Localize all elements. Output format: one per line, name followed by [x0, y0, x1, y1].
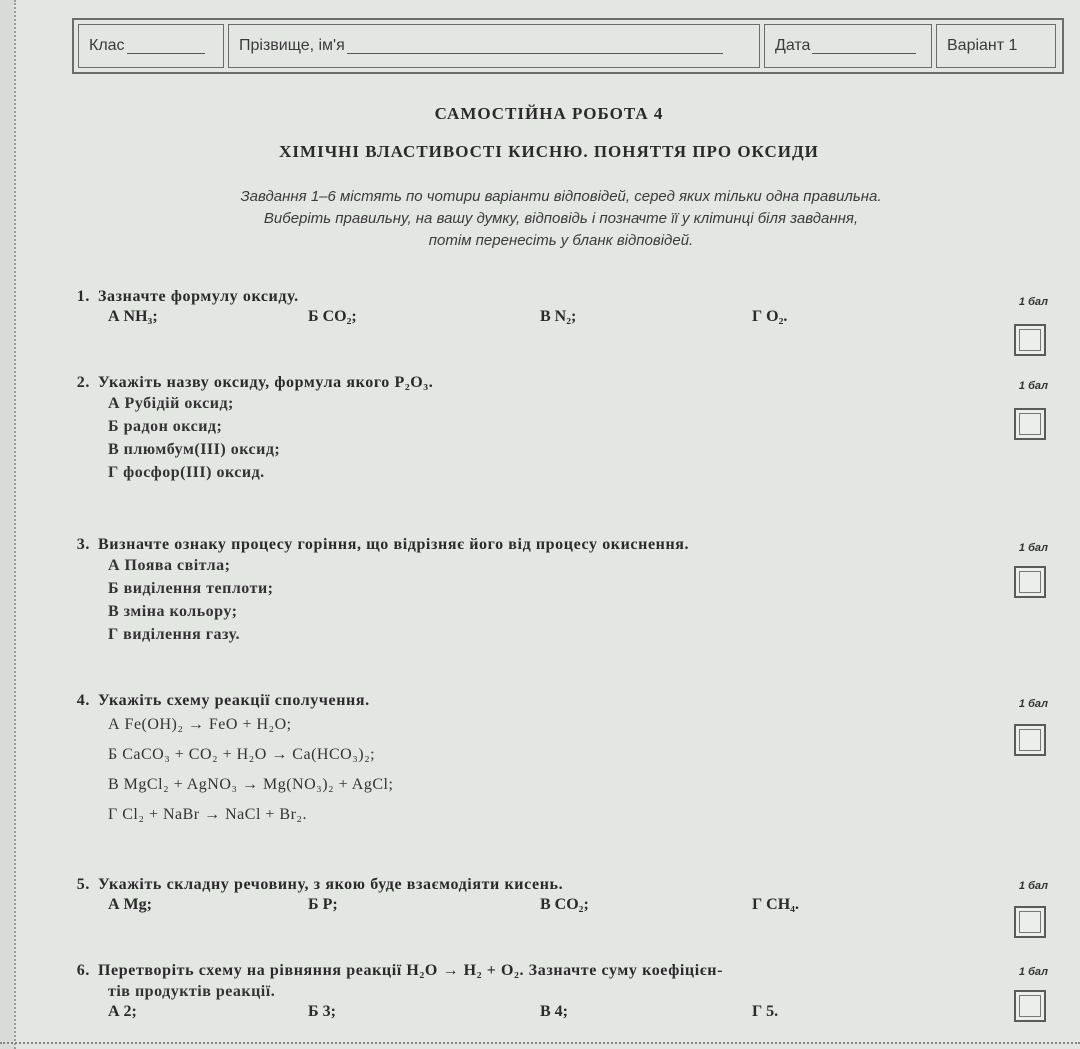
task-2-number: 2.	[76, 374, 90, 391]
task-3-question: Визначте ознаку процесу горіння, що відрізняє його від процесу окиснення.	[98, 536, 690, 553]
task-4-question: Укажіть схему реакції сполучення.	[98, 692, 370, 709]
class-blank	[127, 38, 205, 54]
task-1-score: 1 бал	[1018, 296, 1048, 308]
date-blank	[812, 38, 916, 54]
task-3	[68, 536, 1068, 656]
task-5-option-a: А Mg;	[108, 896, 152, 913]
task-2-question: Укажіть назву оксиду, формула якого P₂O₃.	[98, 374, 434, 391]
task-4-option-a: А Fe(OH)₂ → FeO + H₂O;	[108, 716, 292, 733]
work-title: САМОСТІЙНА РОБОТА 4	[434, 104, 664, 123]
task-6-option-b: Б 3;	[308, 1003, 336, 1020]
task-1	[68, 288, 1068, 358]
task-5-question: Укажіть складну речовину, з якою буде взаємодіяти кисень.	[98, 876, 564, 893]
task-3-option-b: Б виділення теплоти;	[108, 580, 274, 597]
name-field[interactable]	[228, 24, 760, 68]
task-5-answer-box[interactable]	[1014, 906, 1046, 938]
name-label: Прізвище, ім'я	[239, 37, 345, 54]
task-6	[68, 962, 1068, 1042]
header-fields	[72, 18, 1064, 74]
task-4-option-b: Б CaCO₃ + CO₂ + H₂O → Ca(HCO₃)₂;	[108, 746, 376, 763]
date-label: Дата	[775, 37, 811, 54]
task-2-score: 1 бал	[1018, 380, 1048, 392]
task-3-option-d: Г виділення газу.	[108, 626, 241, 643]
instructions-line-3: потім перенесіть у бланк відповідей.	[428, 232, 694, 249]
task-1-answer-box[interactable]	[1014, 324, 1046, 356]
task-1-option-a: А NH₃;	[108, 308, 158, 325]
task-2-answer-box[interactable]	[1014, 408, 1046, 440]
task-5-option-d: Г CH₄.	[752, 896, 799, 913]
task-3-answer-box[interactable]	[1014, 566, 1046, 598]
name-blank	[347, 38, 723, 54]
variant-field	[936, 24, 1056, 68]
variant-label: Варіант 1	[947, 37, 1018, 54]
task-4-answer-box[interactable]	[1014, 724, 1046, 756]
task-1-option-c: В N₂;	[540, 308, 577, 325]
task-1-option-b: Б CO₂;	[308, 308, 357, 325]
class-label: Клас	[89, 37, 125, 54]
class-field[interactable]	[78, 24, 224, 68]
task-1-number: 1.	[76, 288, 90, 305]
task-5-option-b: Б P;	[308, 896, 338, 913]
task-4	[68, 692, 1068, 842]
task-4-option-c: В MgCl₂ + AgNO₃ → Mg(NO₃)₂ + AgCl;	[108, 776, 394, 793]
task-3-option-a: А Поява світла;	[108, 557, 231, 574]
task-6-question-cont: тів продуктів реакції.	[108, 983, 276, 1000]
task-3-number: 3.	[76, 536, 90, 553]
task-1-option-d: Г O₂.	[752, 308, 788, 325]
task-6-option-a: А 2;	[108, 1003, 137, 1020]
task-6-question: Перетворіть схему на рівняння реакції H₂O → H₂ + O₂. Зазначте суму коефіцієн-	[98, 962, 724, 979]
task-4-number: 4.	[76, 692, 90, 709]
work-subtitle: ХІМІЧНІ ВЛАСТИВОСТІ КИСНЮ. ПОНЯТТЯ ПРО ОКСИДИ	[279, 142, 819, 161]
task-3-score: 1 бал	[1018, 542, 1048, 554]
task-4-score: 1 бал	[1018, 698, 1048, 710]
worksheet-page	[14, 0, 1080, 1049]
task-2-option-c: В плюмбум(ІІІ) оксид;	[108, 441, 281, 458]
instructions-line-1: Завдання 1–6 містять по чотири варіанти відповідей, серед яких тільки одна правильна.	[240, 188, 882, 205]
task-5	[68, 876, 1068, 946]
date-field[interactable]	[764, 24, 932, 68]
task-6-answer-box[interactable]	[1014, 990, 1046, 1022]
task-3-option-c: В зміна кольору;	[108, 603, 238, 620]
task-6-score: 1 бал	[1018, 966, 1048, 978]
task-5-score: 1 бал	[1018, 880, 1048, 892]
task-6-number: 6.	[76, 962, 90, 979]
instructions-line-2: Виберіть правильну, на вашу думку, відповідь і позначте її у клітинці біля завдання,	[263, 210, 859, 227]
task-2-option-d: Г фосфор(ІІІ) оксид.	[108, 464, 265, 481]
task-5-option-c: В CO₂;	[540, 896, 589, 913]
task-2	[68, 374, 1068, 494]
instructions	[96, 186, 1026, 252]
task-6-option-c: В 4;	[540, 1003, 568, 1020]
task-5-number: 5.	[76, 876, 90, 893]
task-6-option-d: Г 5.	[752, 1003, 779, 1020]
task-2-option-a: А Рубідій оксид;	[108, 395, 234, 412]
task-2-option-b: Б радон оксид;	[108, 418, 223, 435]
task-1-question: Зазначте формулу оксиду.	[98, 288, 299, 305]
task-4-option-d: Г Cl₂ + NaBr → NaCl + Br₂.	[108, 806, 307, 823]
page-edge-divider	[0, 1042, 1080, 1044]
